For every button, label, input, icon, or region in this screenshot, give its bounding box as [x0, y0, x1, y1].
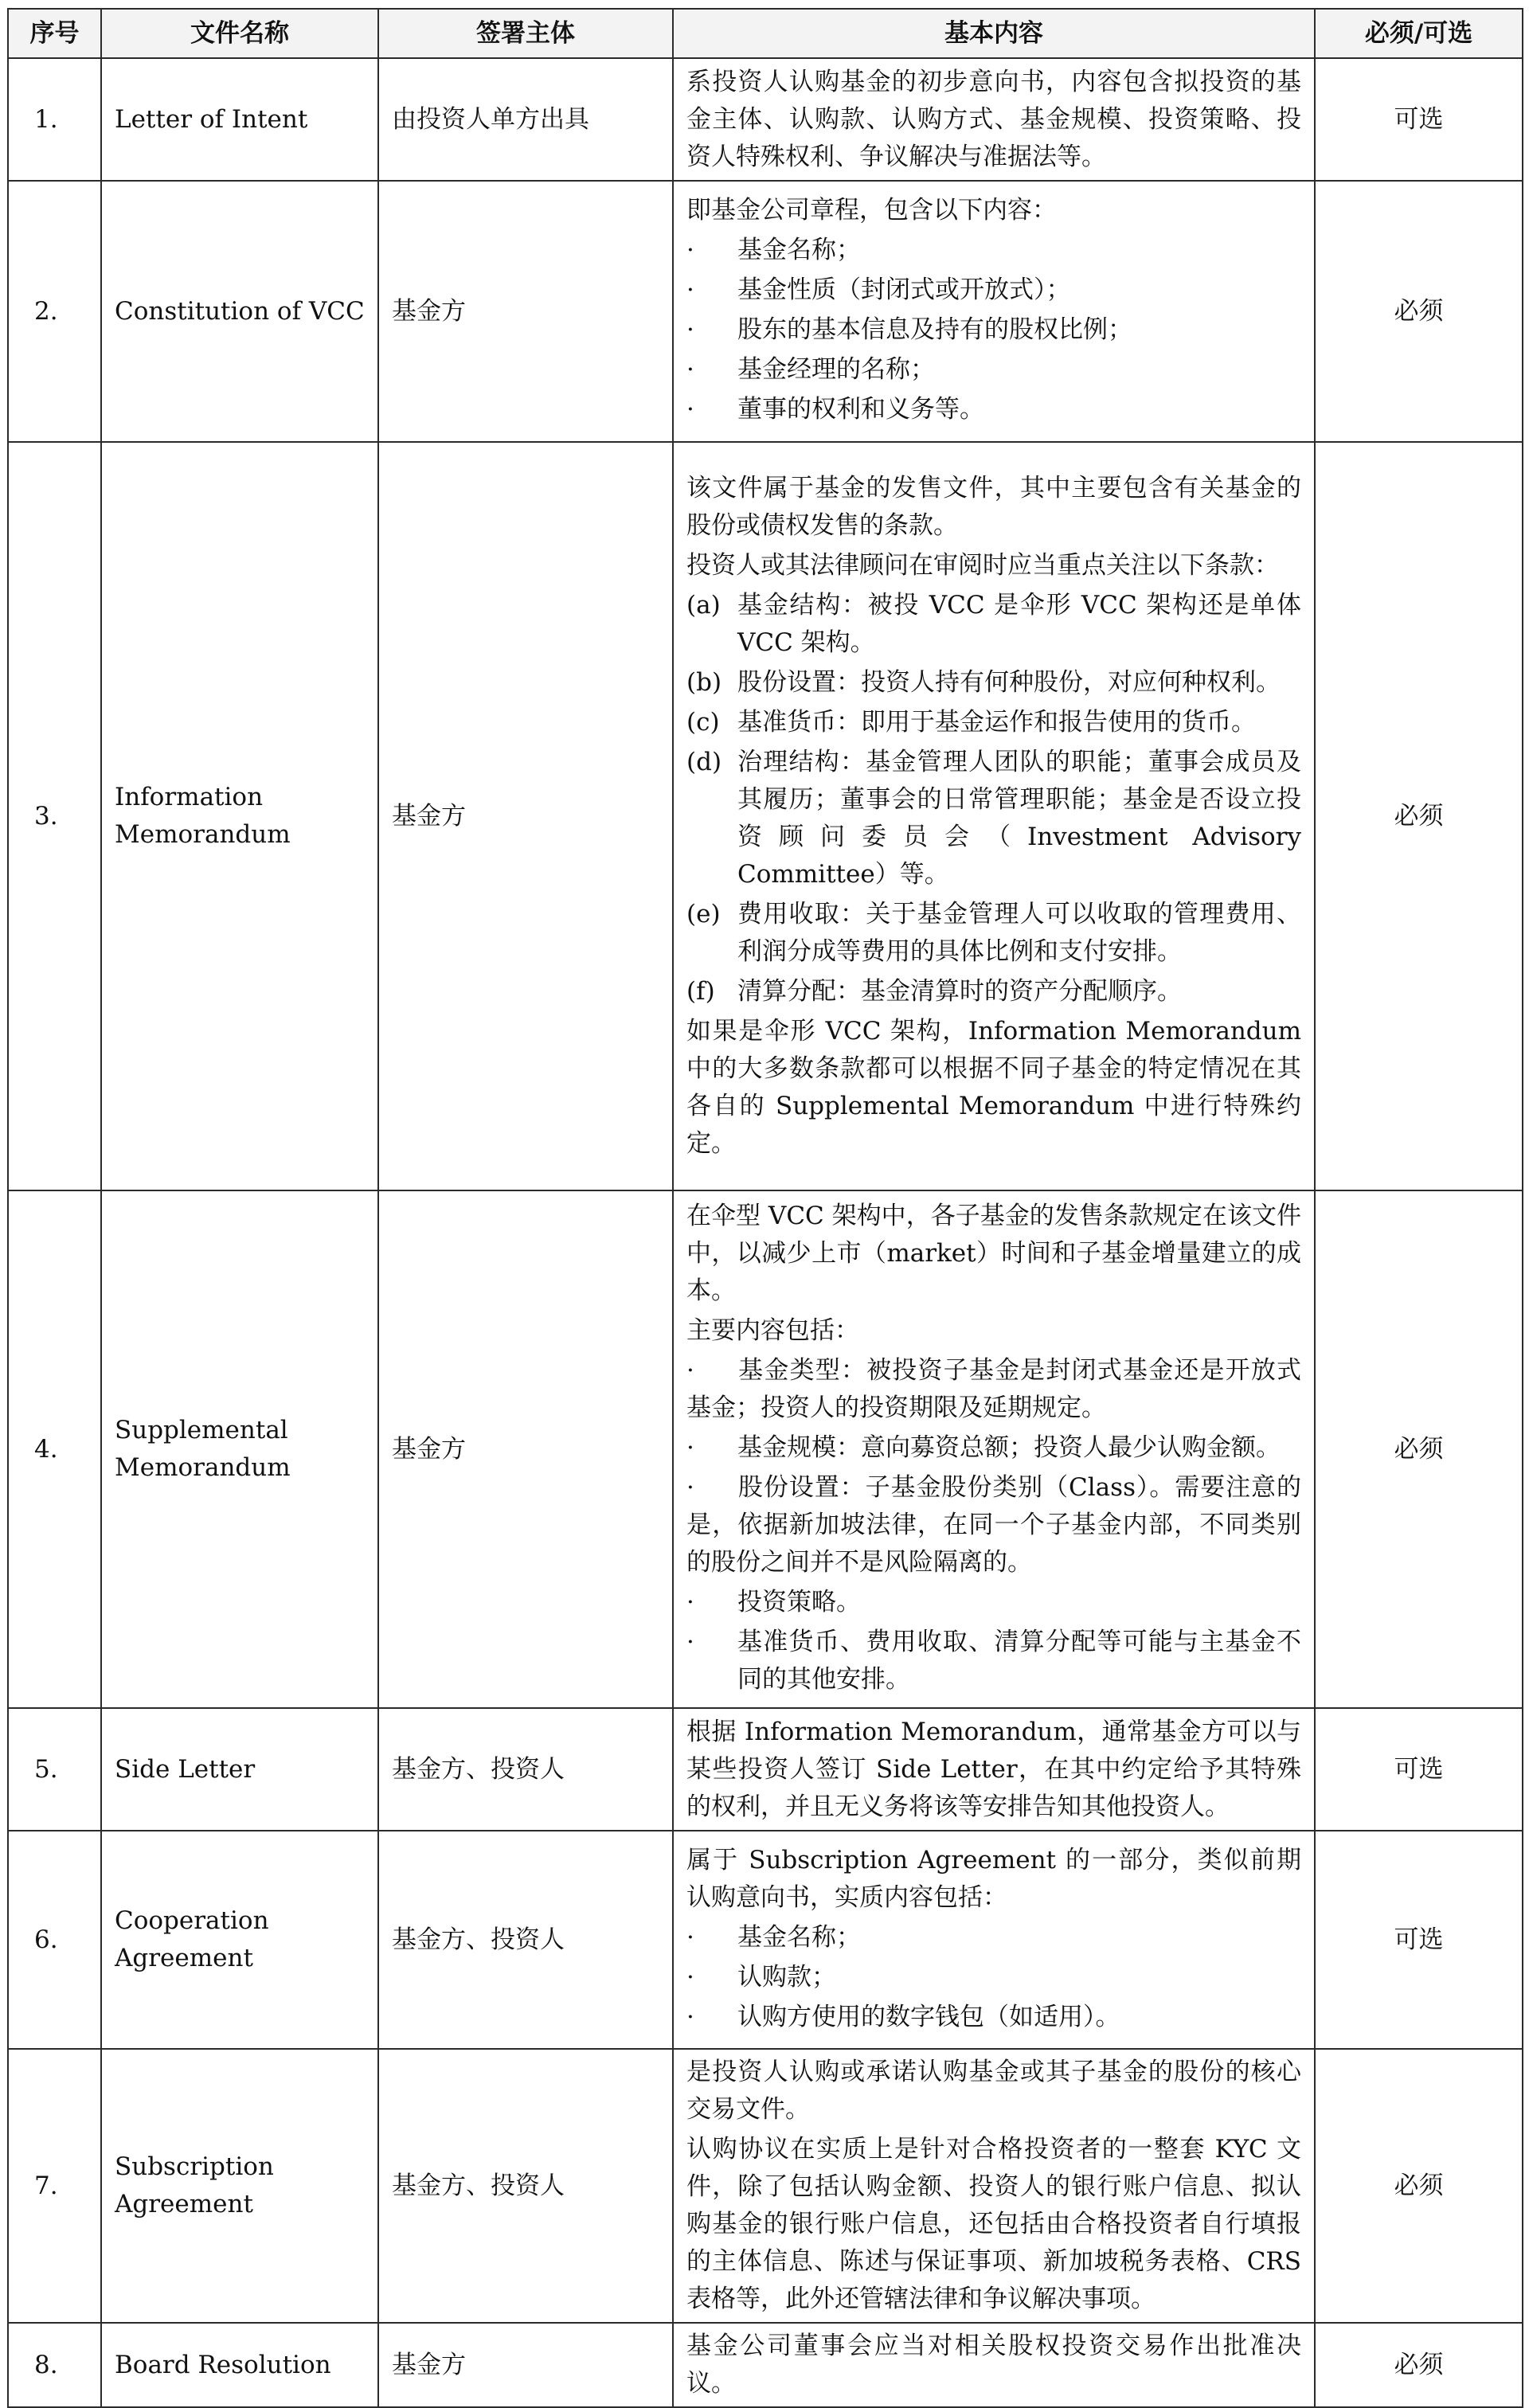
item-text: 基准货币：即用于基金运作和报告使用的货币。 [737, 708, 1256, 737]
bullet-item [686, 351, 1301, 389]
table-row [8, 1831, 1523, 2049]
bullet-text: 基金经理的名称； [737, 355, 935, 384]
required-status: 必须 [1315, 181, 1523, 442]
content-cell [673, 58, 1315, 181]
required-status: 可选 [1315, 58, 1523, 181]
document-name: Cooperation Agreement [101, 1831, 378, 2049]
bullet-item [686, 1352, 1301, 1427]
lettered-item [686, 744, 1301, 893]
required-status: 必须 [1315, 2049, 1523, 2323]
document-name: Letter of Intent [101, 58, 378, 181]
table-row [8, 1190, 1523, 1708]
row-number: 5. [8, 1708, 101, 1831]
bullet-mark: · [686, 1962, 694, 1992]
bullet-text: 基金类型：被投资子基金是封闭式基金还是开放式基金；投资人的投资期限及延期规定。 [686, 1356, 1301, 1422]
bullet-item [686, 1429, 1301, 1467]
header-document-name: 文件名称 [101, 9, 378, 58]
required-status: 必须 [1315, 442, 1523, 1190]
content-paragraph: 主要内容包括： [686, 1316, 859, 1345]
content-cell [673, 1708, 1315, 1831]
content-paragraph: 是投资人认购或承诺认购基金或其子基金的股份的核心交易文件。 [686, 2058, 1301, 2124]
bullet-item [686, 1999, 1301, 2036]
bullet-mark: · [686, 1628, 694, 1656]
signatory: 基金方、投资人 [378, 2049, 673, 2323]
item-label: (a) [686, 591, 721, 620]
content-paragraph: 如果是伞形 VCC 架构，Information Memorandum 中的大多数条款都可以根据不同子基金的特定情况在其各自的 Supplemental Memorandum 中进行特殊约定。 [686, 1017, 1301, 1158]
content-paragraph: 系投资人认购基金的初步意向书，内容包含拟投资的基金主体、认购款、认购方式、基金规模、投资策略、投资人特殊权利、争议解决与准据法等。 [686, 67, 1301, 171]
content-cell [673, 1831, 1315, 2049]
signatory: 由投资人单方出具 [378, 58, 673, 181]
row-number: 4. [8, 1190, 101, 1708]
document-table [7, 8, 1523, 2408]
header-required: 必须/可选 [1315, 9, 1523, 58]
item-label: (e) [686, 900, 721, 928]
row-number: 6. [8, 1831, 101, 2049]
signatory: 基金方、投资人 [378, 1831, 673, 2049]
table-row [8, 442, 1523, 1190]
header-signatory: 签署主体 [378, 9, 673, 58]
row-number: 7. [8, 2049, 101, 2323]
document-name: Information Memorandum [101, 442, 378, 1190]
bullet-mark: · [686, 1922, 694, 1952]
content-paragraph: 根据 Information Memorandum，通常基金方可以与某些投资人签订 Side Letter，在其中约定给予其特殊的权利，并且无义务将该等安排告知其他投资人。 [686, 1717, 1301, 1821]
signatory: 基金方 [378, 442, 673, 1190]
signatory: 基金方、投资人 [378, 1708, 673, 1831]
content-paragraph: 基金公司董事会应当对相关股权投资交易作出批准决议。 [686, 2332, 1301, 2398]
document-name: Side Letter [101, 1708, 378, 1831]
document-name: Supplemental Memorandum [101, 1190, 378, 1708]
bullet-mark: · [686, 315, 694, 344]
bullet-text: 股东的基本信息及持有的股权比例； [737, 315, 1132, 344]
item-text: 清算分配：基金清算时的资产分配顺序。 [737, 977, 1182, 1006]
table-row [8, 181, 1523, 442]
content-cell [673, 442, 1315, 1190]
bullet-text: 投资策略。 [737, 1588, 861, 1616]
content-cell [673, 1190, 1315, 1708]
document-name: Subscription Agreement [101, 2049, 378, 2323]
content-paragraph: 即基金公司章程，包含以下内容： [686, 196, 1057, 225]
item-label: (c) [686, 708, 720, 737]
bullet-item [686, 1469, 1301, 1581]
bullet-mark: · [686, 355, 694, 384]
bullet-item [686, 1624, 1301, 1698]
item-text: 治理结构：基金管理人团队的职能；董事会成员及其履历；董事会的日常管理职能；基金是否设立投资顾问委员会（Investment Advisory Committee）等。 [737, 748, 1301, 889]
signatory: 基金方 [378, 181, 673, 442]
bullet-item [686, 232, 1301, 269]
bullet-text: 基金规模：意向募资总额；投资人最少认购金额。 [737, 1433, 1281, 1462]
table-row [8, 1708, 1523, 1831]
bullet-mark: · [686, 1588, 694, 1616]
content-paragraph: 投资人或其法律顾问在审阅时应当重点关注以下条款： [686, 551, 1279, 580]
required-status: 可选 [1315, 1708, 1523, 1831]
table-row [8, 2049, 1523, 2323]
lettered-item [686, 704, 1301, 741]
bullet-mark: · [686, 1356, 694, 1385]
content-paragraph: 该文件属于基金的发售文件，其中主要包含有关基金的股份或债权发售的条款。 [686, 474, 1301, 540]
bullet-item [686, 1959, 1301, 1996]
bullet-text: 基金性质（封闭式或开放式）； [737, 276, 1071, 304]
bullet-mark: · [686, 276, 694, 304]
bullet-text: 董事的权利和义务等。 [737, 395, 984, 424]
bullet-text: 基金名称； [737, 236, 861, 264]
bullet-mark: · [686, 395, 694, 424]
lettered-item [686, 664, 1301, 702]
required-status: 可选 [1315, 1831, 1523, 2049]
table-header-row [8, 9, 1523, 58]
item-text: 股份设置：投资人持有何种股份，对应何种权利。 [737, 668, 1281, 697]
content-cell [673, 2049, 1315, 2323]
item-label: (b) [686, 668, 722, 697]
bullet-item [686, 1919, 1301, 1956]
row-number: 2. [8, 181, 101, 442]
required-status: 必须 [1315, 2323, 1523, 2407]
item-label: (f) [686, 977, 715, 1006]
document-name: Board Resolution [101, 2323, 378, 2407]
signatory: 基金方 [378, 1190, 673, 1708]
bullet-mark: · [686, 1433, 694, 1462]
header-content: 基本内容 [673, 9, 1315, 58]
bullet-text: 基金名称； [737, 1922, 861, 1952]
bullet-text: 基准货币、费用收取、清算分配等可能与主基金不同的其他安排。 [737, 1628, 1301, 1694]
item-text: 基金结构：被投 VCC 是伞形 VCC 架构还是单体 VCC 架构。 [737, 591, 1301, 657]
bullet-text: 认购款； [737, 1962, 836, 1992]
item-text: 费用收取：关于基金管理人可以收取的管理费用、利润分成等费用的具体比例和支付安排。 [737, 900, 1301, 966]
content-paragraph: 在伞型 VCC 架构中，各子基金的发售条款规定在该文件中，以减少上市（market）时间和子基金增量建立的成本。 [686, 1202, 1301, 1305]
bullet-item [686, 1584, 1301, 1621]
bullet-mark: · [686, 2002, 694, 2031]
bullet-mark: · [686, 236, 694, 264]
bullet-item [686, 391, 1301, 428]
bullet-text: 认购方使用的数字钱包（如适用）。 [737, 2002, 1120, 2031]
document-name: Constitution of VCC [101, 181, 378, 442]
content-paragraph: 属于 Subscription Agreement 的一部分，类似前期认购意向书，实质内容包括： [686, 1845, 1301, 1912]
content-paragraph: 认购协议在实质上是针对合格投资者的一整套 KYC 文件，除了包括认购金额、投资人的银行账户信息、拟认购基金的银行账户信息，还包括由合格投资者自行填报的主体信息、陈述与保证事项、新加坡税务表格、CRS 表格等，此外还管辖法律和争议解决事项。 [686, 2135, 1301, 2313]
bullet-text: 股份设置：子基金股份类别（Class）。需要注意的是，依据新加坡法律，在同一个子基金内部，不同类别的股份之间并不是风险隔离的。 [686, 1473, 1301, 1577]
row-number: 1. [8, 58, 101, 181]
lettered-item [686, 973, 1301, 1010]
row-number: 8. [8, 2323, 101, 2407]
row-number: 3. [8, 442, 101, 1190]
table-row [8, 2323, 1523, 2407]
bullet-mark: · [686, 1473, 694, 1502]
bullet-item [686, 272, 1301, 309]
signatory: 基金方 [378, 2323, 673, 2407]
lettered-item [686, 896, 1301, 971]
table-row [8, 58, 1523, 181]
content-cell [673, 181, 1315, 442]
bullet-item [686, 311, 1301, 349]
content-cell [673, 2323, 1315, 2407]
lettered-item [686, 587, 1301, 662]
header-number: 序号 [8, 9, 101, 58]
item-label: (d) [686, 748, 722, 776]
required-status: 必须 [1315, 1190, 1523, 1708]
